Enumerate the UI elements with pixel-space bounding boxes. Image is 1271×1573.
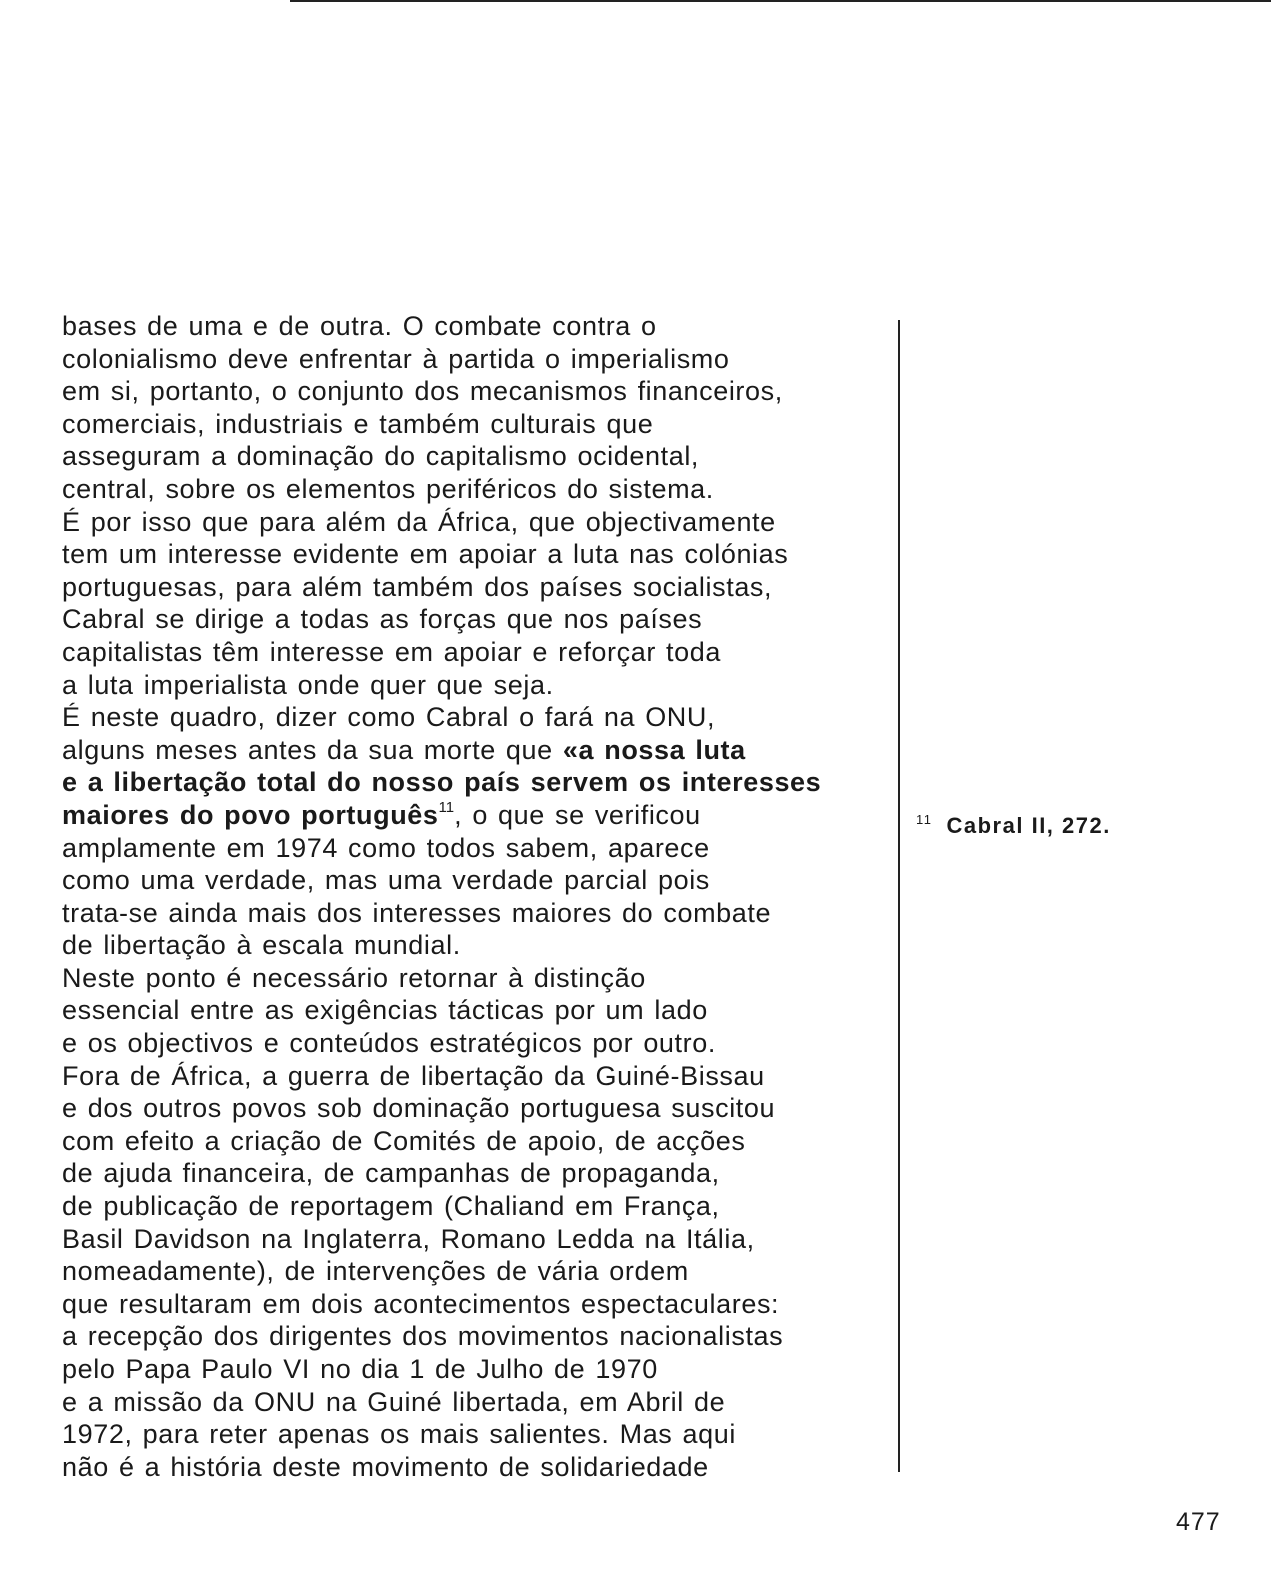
text-segment: , o que se verificou bbox=[454, 799, 701, 830]
quote-bold: «a nossa luta bbox=[562, 734, 746, 765]
text-segment: alguns meses antes da sua morte que bbox=[62, 734, 563, 765]
text-line: e a missão da ONU na Guiné libertada, em Abril de bbox=[62, 1386, 726, 1417]
top-rule bbox=[290, 0, 1271, 2]
column-divider bbox=[898, 320, 900, 1472]
footnote-text: Cabral II, 272. bbox=[946, 813, 1111, 838]
text-line: Fora de África, a guerra de libertação da Guiné-Bissau bbox=[62, 1060, 765, 1091]
text-line: de libertação à escala mundial. bbox=[62, 930, 461, 961]
text-line: como uma verdade, mas uma verdade parcial pois bbox=[62, 865, 710, 896]
text-line: e dos outros povos sob dominação portuguesa suscitou bbox=[62, 1093, 776, 1124]
text-line: nomeadamente), de intervenções de vária ordem bbox=[62, 1256, 689, 1287]
quote-bold: maiores do povo português bbox=[62, 799, 439, 830]
text-line: em si, portanto, o conjunto dos mecanismos financeiros, bbox=[62, 376, 783, 407]
text-line: de ajuda financeira, de campanhas de propaganda, bbox=[62, 1158, 720, 1189]
main-text-column bbox=[62, 310, 892, 1483]
text-line: 1972, para reter apenas os mais salientes. Mas aqui bbox=[62, 1419, 736, 1450]
text-line: comerciais, industriais e também culturais que bbox=[62, 408, 654, 439]
footnote bbox=[916, 812, 1111, 839]
text-line: não é a história deste movimento de solidariedade bbox=[62, 1451, 709, 1482]
text-line: pelo Papa Paulo VI no dia 1 de Julho de 1970 bbox=[62, 1354, 658, 1384]
text-line: a recepção dos dirigentes dos movimentos nacionalistas bbox=[62, 1321, 784, 1352]
text-line: É por isso que para além da África, que objectivamente bbox=[62, 506, 776, 537]
text-line: colonialismo deve enfrentar à partida o imperialismo bbox=[62, 343, 730, 374]
footnote-number: 11 bbox=[916, 812, 933, 827]
footnote-reference: 11 bbox=[438, 798, 455, 816]
text-line: e os objectivos e conteúdos estratégicos por outro. bbox=[62, 1028, 716, 1059]
text-line: tem um interesse evidente em apoiar a luta nas colónias bbox=[62, 539, 789, 570]
text-line: asseguram a dominação do capitalismo ocidental, bbox=[62, 441, 700, 472]
quote-bold: e a libertação total do nosso país servem os interesses bbox=[62, 767, 822, 798]
text-line: bases de uma e de outra. O combate contra o bbox=[62, 311, 657, 341]
text-line: Basil Davidson na Inglaterra, Romano Ledda na Itália, bbox=[62, 1223, 755, 1254]
page-number: 477 bbox=[1176, 1508, 1221, 1536]
text-line: que resultaram em dois acontecimentos espectaculares: bbox=[62, 1288, 780, 1319]
text-line bbox=[62, 799, 892, 832]
text-line: com efeito a criação de Comités de apoio, de acções bbox=[62, 1125, 746, 1156]
text-line: capitalistas têm interesse em apoiar e reforçar toda bbox=[62, 636, 721, 667]
text-line: Cabral se dirige a todas as forças que nos países bbox=[62, 604, 703, 635]
text-line: essencial entre as exigências tácticas por um lado bbox=[62, 995, 708, 1026]
text-line: Neste ponto é necessário retornar à distinção bbox=[62, 962, 646, 993]
text-line: a luta imperialista onde quer que seja. bbox=[62, 669, 554, 700]
text-line: É neste quadro, dizer como Cabral o fará na ONU, bbox=[62, 702, 716, 733]
text-line bbox=[62, 734, 892, 767]
text-line: portuguesas, para além também dos países socialistas, bbox=[62, 571, 773, 602]
text-line: trata-se ainda mais dos interesses maiores do combate bbox=[62, 897, 772, 928]
text-line: central, sobre os elementos periféricos do sistema. bbox=[62, 473, 714, 504]
text-line bbox=[62, 766, 892, 799]
text-line: de publicação de reportagem (Chaliand em França, bbox=[62, 1191, 720, 1222]
text-line: amplamente em 1974 como todos sabem, aparece bbox=[62, 832, 710, 863]
